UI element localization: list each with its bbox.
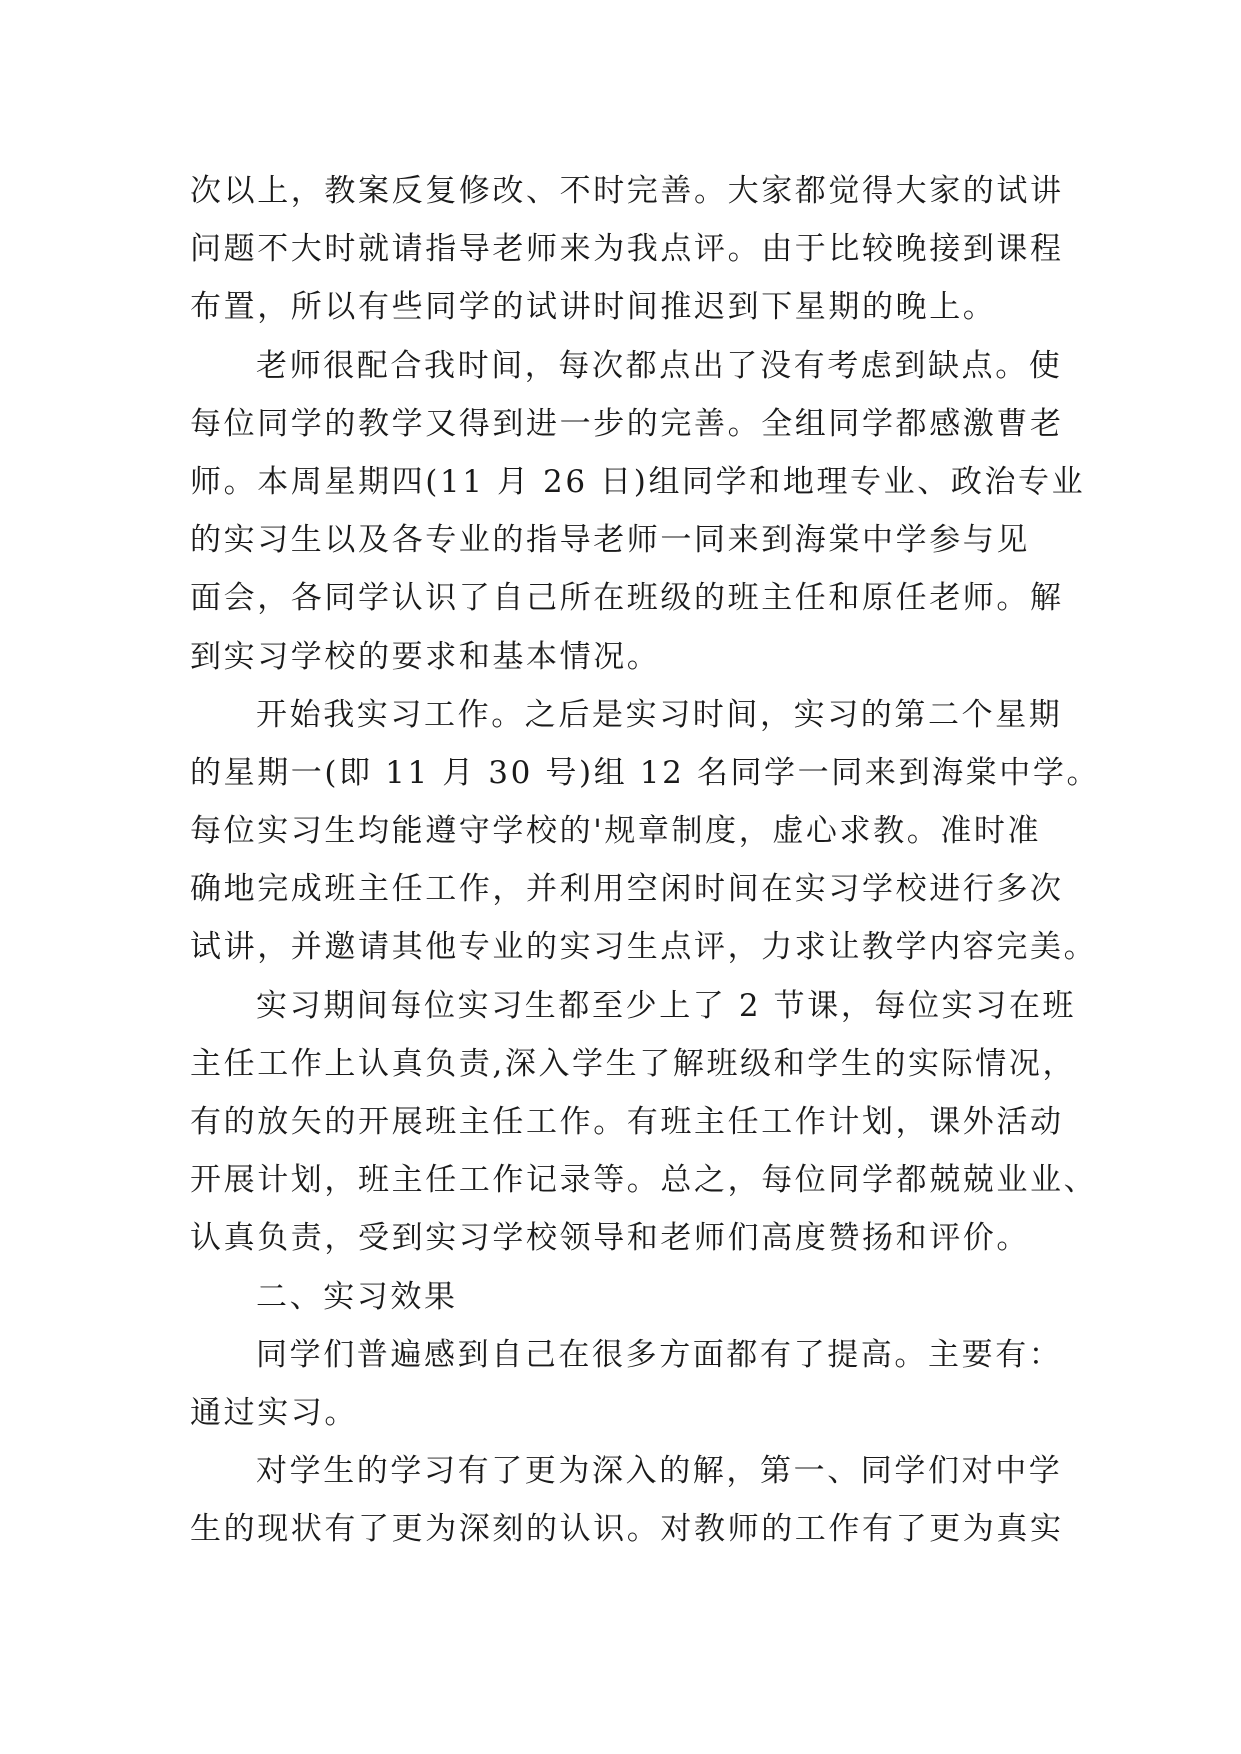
text-line: 确地完成班主任工作，并利用空闲时间在实习学校进行多次: [190, 871, 1064, 908]
text-line: 认真负责，受到实习学校领导和老师们高度赞扬和评价。: [190, 1220, 1030, 1257]
text-line: 的实习生以及各专业的指导老师一同来到海棠中学参与见: [190, 522, 1030, 559]
text-line: 通过实习。: [190, 1394, 358, 1431]
text-line: 同学们普遍感到自己在很多方面都有了提高。主要有：: [256, 1336, 1063, 1373]
text-line: 主任工作上认真负责,深入学生了解班级和学生的实际情况，: [190, 1045, 1077, 1082]
text-line: 生的现状有了更为深刻的认识。对教师的工作有了更为真实: [190, 1511, 1064, 1548]
text-line: 对学生的学习有了更为深入的解，第一、同学们对中学: [256, 1453, 1063, 1490]
text-line: 的星期一(即 11 月 30 号)组 12 名同学一同来到海棠中学。: [190, 754, 1101, 791]
text-line: 开展计划，班主任工作记录等。总之，每位同学都兢兢业业、: [190, 1162, 1098, 1199]
text-line: 二、实习效果: [256, 1278, 458, 1315]
text-line: 开始我实习工作。之后是实习时间，实习的第二个星期: [256, 696, 1063, 733]
text-line: 实习期间每位实习生都至少上了 2 节课，每位实习在班: [256, 987, 1077, 1024]
text-line: 布置，所以有些同学的试讲时间推迟到下星期的晚上。: [190, 289, 997, 326]
document-body: [190, 162, 1101, 1559]
text-line: 次以上，教案反复修改、不时完善。大家都觉得大家的试讲: [190, 173, 1064, 209]
text-line: 每位实习生均能遵守学校的'规章制度，虚心求教。准时准: [190, 813, 1042, 850]
text-line: 到实习学校的要求和基本情况。: [190, 638, 661, 675]
text-line: 每位同学的教学又得到进一步的完善。全组同学都感激曹老: [190, 405, 1064, 442]
text-line: 面会，各同学认识了自己所在班级的班主任和原任老师。解: [190, 580, 1064, 617]
text-line: 有的放矢的开展班主任工作。有班主任工作计划，课外活动: [190, 1104, 1064, 1140]
text-line: 师。本周星期四(11 月 26 日)组同学和地理专业、政治专业: [190, 463, 1086, 500]
text-line: 试讲，并邀请其他专业的实习生点评，力求让教学内容完美。: [190, 929, 1098, 966]
text-line: 问题不大时就请指导老师来为我点评。由于比较晚接到课程: [190, 231, 1064, 268]
text-line: 老师很配合我时间，每次都点出了没有考虑到缺点。使: [256, 347, 1063, 384]
